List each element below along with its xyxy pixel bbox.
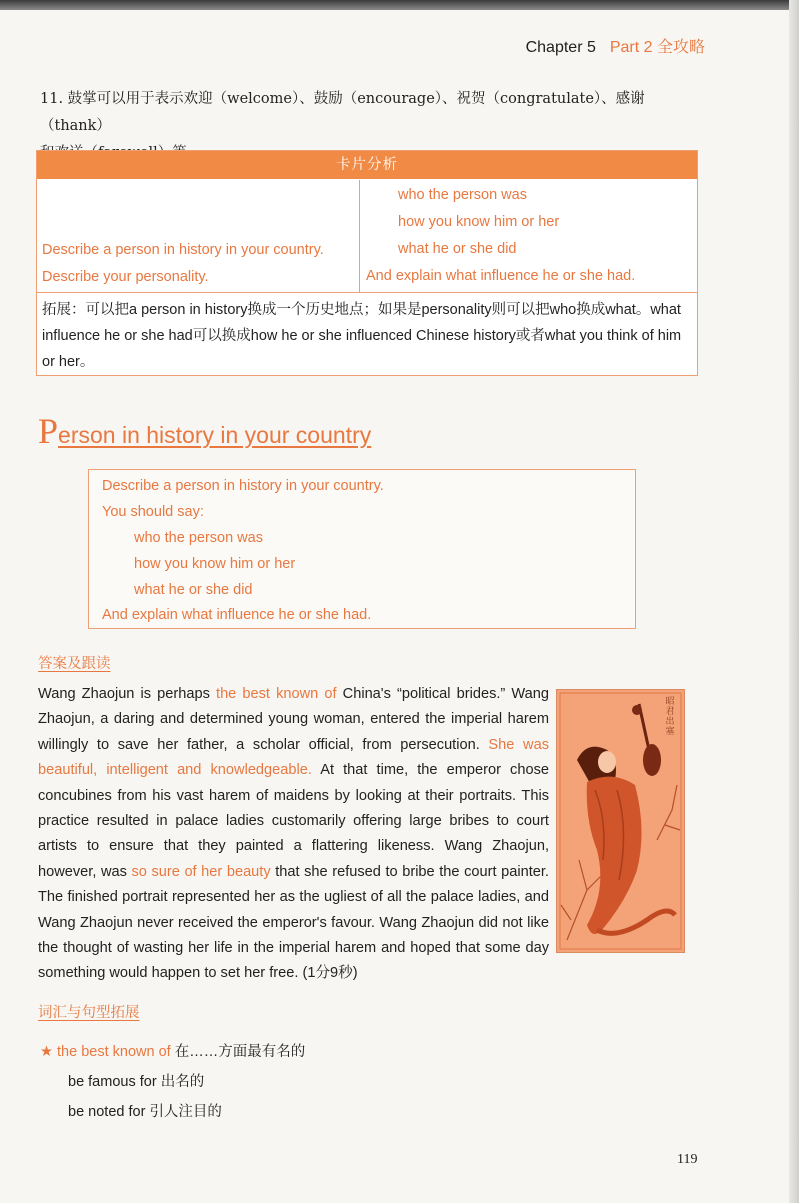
intro-line: 11. 鼓掌可以用于表示欢迎（welcome）、鼓励（encourage）、祝贺（congratulate）、感谢（thank）: [40, 91, 645, 134]
question-line: who the person was: [134, 530, 263, 546]
card-prompt: how you know him or her: [398, 214, 560, 230]
question-line: how you know him or her: [134, 556, 296, 572]
card-prompt: And explain what influence he or she had.: [366, 268, 636, 284]
answer-highlight: She was beautiful, intelligent and knowledgeable.: [38, 736, 549, 779]
vocab-meaning: 出名的: [160, 1074, 205, 1090]
page-number: 119: [677, 1152, 698, 1167]
vocab-phrase: be famous for: [68, 1074, 157, 1090]
running-header: [526, 34, 705, 57]
question-line: what he or she did: [134, 582, 253, 598]
part-label: Part 2 全攻略: [609, 39, 705, 56]
question-line: You should say:: [102, 504, 204, 520]
section-title: [38, 410, 371, 452]
vocab-phrase: the best known of: [57, 1044, 171, 1060]
card-extension: 拓展：可以把a person in history换成一个历史地点；如果是personality则可以把who换成what。what influence he or she had可以换成how he or she influenced Chinese history或者what you think of him or her。: [42, 302, 682, 370]
vocab-meaning: 在……方面最有名的: [174, 1044, 306, 1060]
vocab-entry: [68, 1100, 222, 1121]
card-heading: 卡片分析: [37, 151, 697, 179]
vocab-entry: [68, 1070, 204, 1091]
answer-text: China's “political brides.” Wang Zhaojun, a daring and determined young woman, entered the imperial harem willingly to save her father, a scholar official, from persecution.: [38, 686, 549, 753]
title-initial: P: [38, 411, 59, 451]
card-left-cell: [37, 180, 360, 292]
question-box: [88, 469, 636, 629]
answer-text: At that time, the emperor chose concubines from his vast harem of maidens by looking at their portraits. This practice resulted in palace ladies customarily offering large bribes to court artists to ensure that they painted a flattering likeness. Wang Zhaojun, however, was: [38, 762, 549, 880]
answer-text: that she refused to bribe the court painter. The finished portrait represented her as the ugliest of all the palace ladies, and Wang Zhaojun never received the emperor's favour. Wang Zhaojun did not like the thought of wasting her life in the imperial harem and hoped that some day something would happen to set her free. (1分9秒): [38, 863, 549, 982]
chapter-label: Chapter 5: [525, 39, 596, 56]
answer-text: Wang Zhaojun is perhaps: [38, 686, 217, 702]
answer-highlight: so sure of her beauty: [131, 863, 271, 880]
card-topic: Describe a person in history in your country.: [42, 242, 324, 258]
card-prompt: what he or she did: [398, 241, 517, 257]
card-divider: [37, 292, 697, 293]
illustration-caption: 昭君出塞: [665, 696, 675, 736]
vocab-label: 词汇与句型拓展: [38, 1005, 140, 1021]
title-text: erson in history in your country: [58, 422, 372, 448]
top-edge: [0, 0, 799, 10]
question-line: Describe a person in history in your country.: [102, 478, 384, 494]
vocab-phrase: be noted for: [68, 1104, 146, 1120]
answer-highlight: the best known of: [216, 686, 337, 702]
answer-paragraph: [38, 682, 549, 987]
page-edge: [789, 0, 799, 1203]
answer-label: 答案及跟读: [38, 656, 111, 672]
vocab-main-entry: [40, 1040, 305, 1061]
card-analysis-table: [36, 150, 698, 376]
question-line: And explain what influence he or she had.: [102, 607, 372, 623]
star-icon: ★: [40, 1044, 53, 1060]
wang-zhaojun-illustration: [556, 689, 685, 953]
vocab-meaning: 引人注目的: [149, 1104, 222, 1120]
card-topic: Describe your personality.: [42, 269, 209, 285]
card-prompt: who the person was: [398, 187, 527, 203]
